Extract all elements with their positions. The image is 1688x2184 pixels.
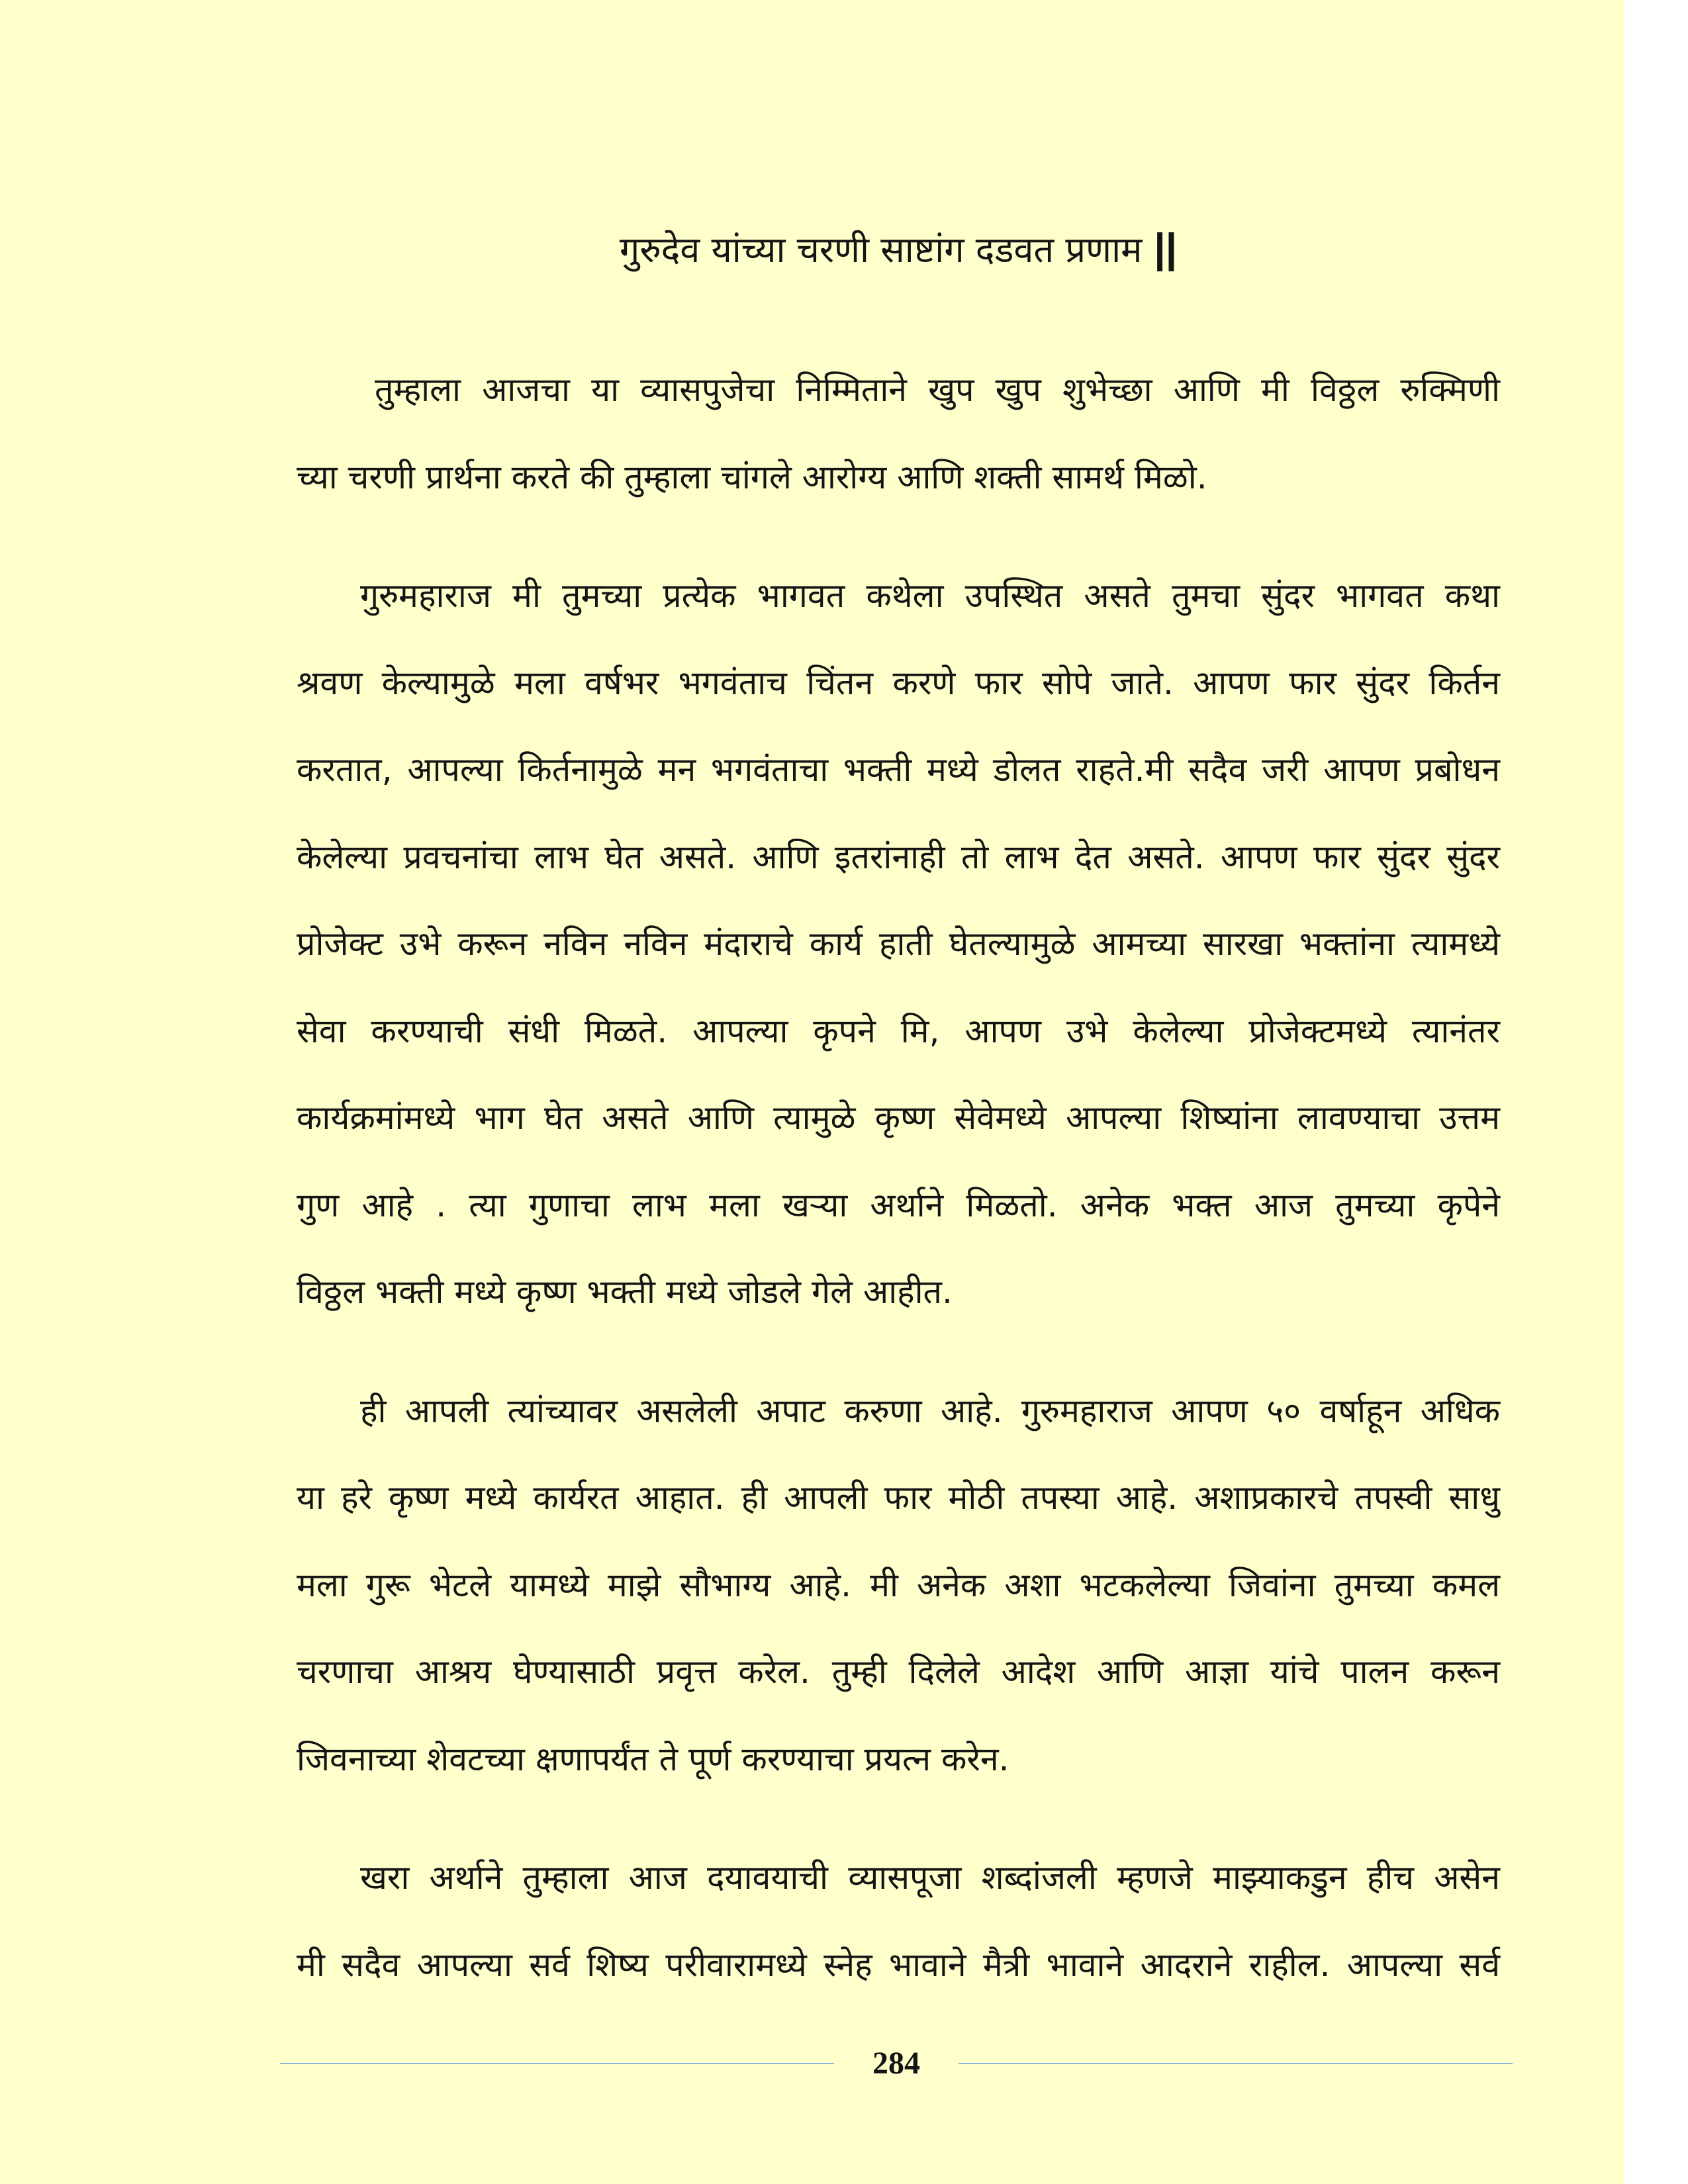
body-text <box>297 347 1500 2040</box>
paragraph-4 <box>297 1835 1500 2009</box>
text-line: करतात, आपल्या किर्तनामुळे मन भगवंताचा भक्ती मध्ये डोलत राहते.मी सदैव जरी आपण प्रबोधन <box>297 751 1500 789</box>
page-title <box>297 205 1500 292</box>
text-line: सेवा करण्याची संधी मिळते. आपल्या कृपने मि, आपण उभे केलेल्या प्रोजेक्टमध्ये त्यानंतर <box>297 1011 1500 1050</box>
text-line: ही आपली त्यांच्यावर असलेली अपाट करुणा आहे. गुरुमहाराज आपण ५० वर्षाहून अधिक <box>360 1391 1500 1430</box>
title-end-mark: || <box>1154 226 1178 271</box>
text-line: गुरुमहाराज मी तुमच्या प्रत्येक भागवत कथेला उपस्थित असते तुमचा सुंदर भागवत कथा <box>360 576 1500 615</box>
text-line: कार्यक्रमांमध्ये भाग घेत असते आणि त्यामुळे कृष्ण सेवेमध्ये आपल्या शिष्यांना लावण्याचा उत्तम <box>297 1099 1500 1137</box>
paragraph-3 <box>297 1368 1500 1803</box>
paragraph-1 <box>297 347 1500 521</box>
text-line: गुण आहे . त्या गुणाचा लाभ मला खऱ्या अर्थाने मिळतो. अनेक भक्त आज तुमच्या कृपेने <box>297 1185 1500 1224</box>
text-line: श्रवण केल्यामुळे मला वर्षभर भगवंताच चिंतन करणे फार सोपे जाते. आपण फार सुंदर किर्तन <box>297 663 1500 702</box>
text-line: मला गुरू भेटले यामध्ये माझे सौभाग्य आहे. मी अनेक अशा भटकलेल्या जिवांना तुमच्या कमल <box>297 1565 1500 1604</box>
page-edge-strip <box>1624 0 1688 2184</box>
text-line: या हरे कृष्ण मध्ये कार्यरत आहात. ही आपली फार मोठी तपस्या आहे. अशाप्रकारचे तपस्वी साधु <box>297 1479 1500 1517</box>
footer-rule-right <box>959 2063 1513 2064</box>
page-footer <box>280 2044 1513 2083</box>
page-number: 284 <box>872 2046 920 2081</box>
text-line: विठ्ठल भक्ती मध्ये कृष्ण भक्ती मध्ये जोडले गेले आहीत. <box>297 1273 953 1311</box>
text-line: जिवनाच्या शेवटच्या क्षणापर्यंत ते पूर्ण करण्याचा प्रयत्न करेन. <box>297 1739 1009 1778</box>
text-line: खरा अर्थाने तुम्हाला आज दयावयाची व्यासपूजा शब्दांजली म्हणजे माझ्याकडुन हीच असेन <box>360 1858 1500 1897</box>
text-line: प्रोजेक्ट उभे करून नविन नविन मंदाराचे कार्य हाती घेतल्यामुळे आमच्या सारखा भक्तांना त्यामध्ये <box>297 925 1500 963</box>
text-line: मी सदैव आपल्या सर्व शिष्य परीवारामध्ये स्नेह भावाने मैत्री भावाने आदराने राहील. आपल्या सर्व <box>297 1945 1500 1984</box>
text-line: च्या चरणी प्रार्थना करते की तुम्हाला चांगले आरोग्य आणि शक्ती सामर्थ मिळो. <box>297 457 1207 496</box>
paragraph-2 <box>297 553 1500 1336</box>
text-line: चरणाचा आश्रय घेण्यासाठी प्रवृत्त करेल. तुम्ही दिलेले आदेश आणि आज्ञा यांचे पालन करून <box>297 1653 1500 1691</box>
text-line: तुम्हाला आजचा या व्यासपुजेचा निम्मिताने खुप खुप शुभेच्छा आणि मी विठ्ठल रुक्मिणी <box>375 371 1500 409</box>
page-title-text: गुरुदेव यांच्या चरणी साष्टांग दडवत प्रणाम <box>619 229 1143 271</box>
text-line: केलेल्या प्रवचनांचा लाभ घेत असते. आणि इतरांनाही तो लाभ देत असते. आपण फार सुंदर सुंदर <box>297 837 1500 876</box>
